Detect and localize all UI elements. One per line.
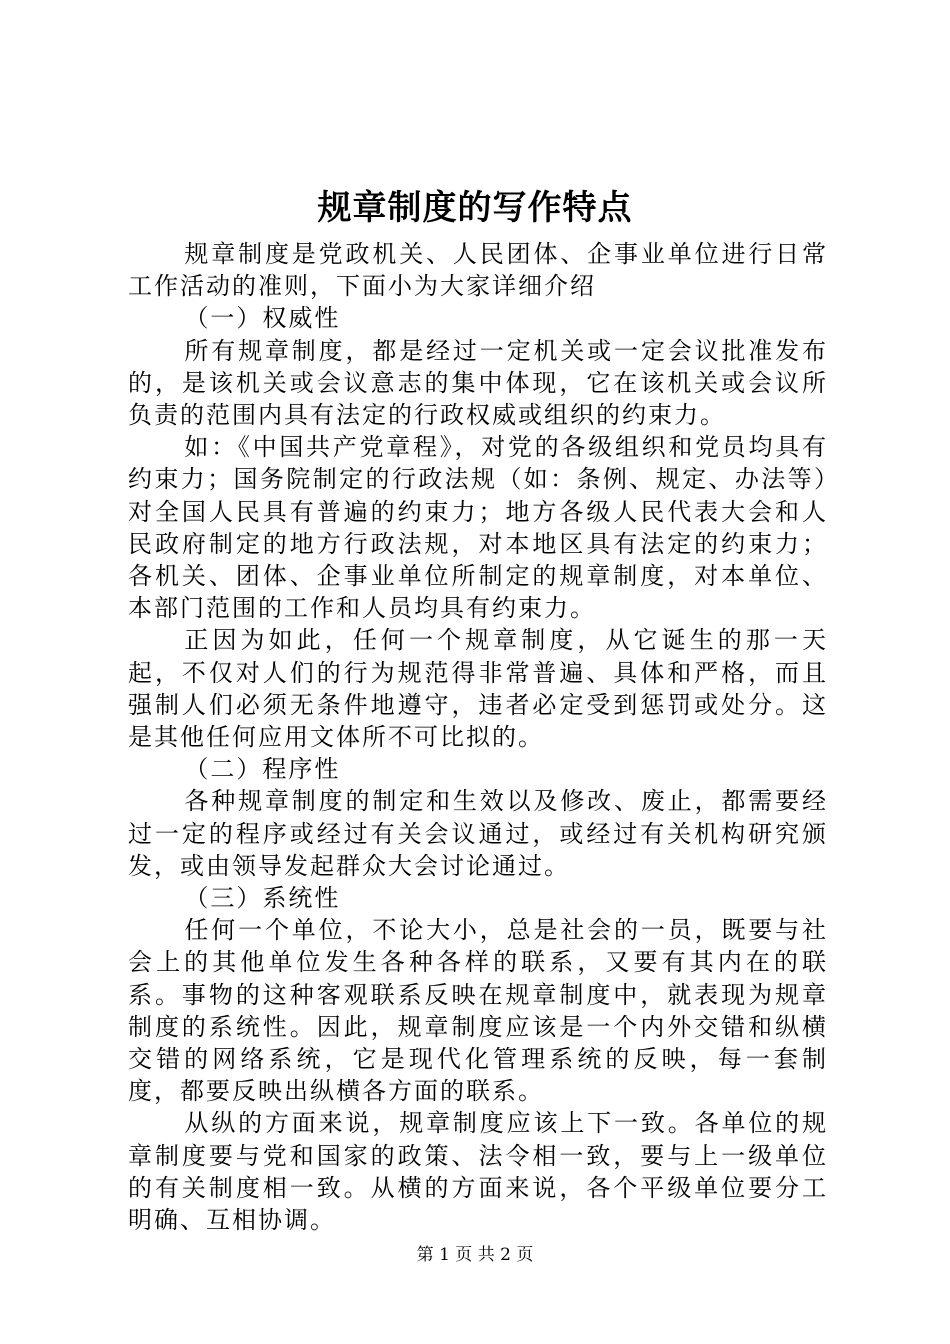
- page-number-footer: 第 1 页 共 2 页: [416, 1245, 534, 1265]
- section-heading-system: （三）系统性: [184, 884, 341, 913]
- paragraph-examples: 如：《中国共产党章程》，对党的各级组织和党员均具有约束力；国务院制定的行政法规（如：条例、规定、办法等）对全国人民具有普遍的约束力；地方各级人民代表大会和人民政府制定的地方行政法规，对本地区具有法定的约束力；各机关、团体、企事业单位所制定的规章制度，对本单位、本部门范围的工作和人员均具有约束力。: [128, 433, 828, 623]
- document-title: 规章制度的写作特点: [317, 188, 633, 228]
- paragraph-authority: 所有规章制度，都是经过一定机关或一定会议批准发布的，是该机关或会议意志的集中体现，它在该机关或会议所负责的范围内具有法定的行政权威或组织的约束力。: [128, 336, 828, 430]
- paragraph-procedure: 各种规章制度的制定和生效以及修改、废止，都需要经过一定的程序或经过有关会议通过，或经过有关机构研究颁发，或由领导发起群众大会讨论通过。: [128, 787, 828, 880]
- document-body: [128, 238, 828, 1236]
- paragraph-system: 任何一个单位，不论大小，总是社会的一员，既要与社会上的其他单位发生各种各样的联系，又要有其内在的联系。事物的这种客观联系反映在规章制度中，就表现为规章制度的系统性。因此，规章制度应该是一个内外交错和纵横交错的网络系统，它是现代化管理系统的反映，每一套制度，都要反映出纵横各方面的联系。: [128, 916, 828, 1106]
- section-heading-authority: （一）权威性: [184, 304, 341, 333]
- paragraph-enforcement: 正因为如此，任何一个规章制度，从它诞生的那一天起，不仅对人们的行为规范得非常普遍、具体和严格，而且强制人们必须无条件地遵守，违者必定受到惩罚或处分。这是其他任何应用文体所不可比拟的。: [128, 626, 828, 752]
- section-heading-procedure: （二）程序性: [184, 755, 341, 784]
- paragraph-intro: 规章制度是党政机关、人民团体、企事业单位进行日常工作活动的准则，下面小为大家详细介绍: [128, 240, 828, 301]
- paragraph-consistency: 从纵的方面来说，规章制度应该上下一致。各单位的规章制度要与党和国家的政策、法令相一致，要与上一级单位的有关制度相一致。从横的方面来说，各个平级单位要分工明确、互相协调。: [128, 1109, 828, 1235]
